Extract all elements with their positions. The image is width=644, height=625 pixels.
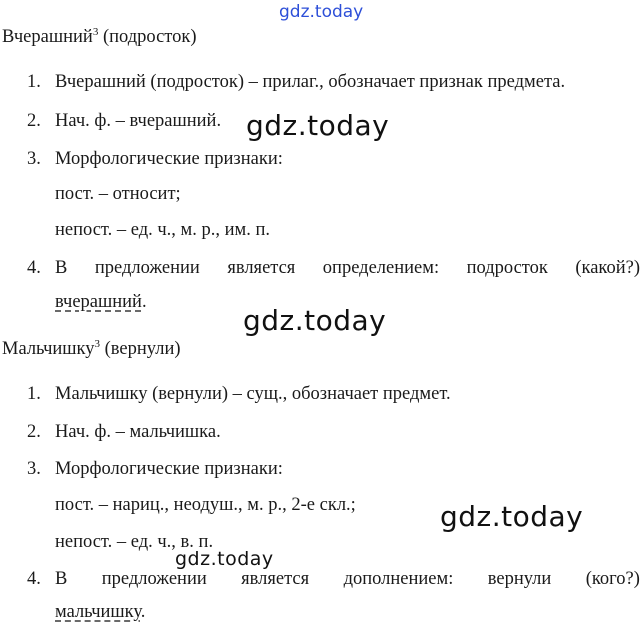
section1-sup: 3 <box>92 26 99 38</box>
section2-context: (вернули) <box>104 339 181 359</box>
underlined-word: мальчишку <box>55 602 141 622</box>
word: подросток <box>466 258 548 278</box>
word: (какой?) <box>575 258 640 278</box>
item-number: 3. <box>27 459 41 479</box>
word: вернули <box>487 569 552 589</box>
item-text: Морфологические признаки: <box>55 459 283 479</box>
constant-features-text: пост. – относит; <box>55 184 181 204</box>
item-text: Мальчишку (вернули) – сущ., обозначает предмет. <box>55 384 451 404</box>
word: является <box>241 569 310 589</box>
word: В <box>55 569 68 589</box>
item-number: 2. <box>27 111 41 131</box>
item-number: 1. <box>27 384 41 404</box>
item-text: Нач. ф. – вчерашний. <box>55 111 222 131</box>
section2-word: Мальчишку <box>2 339 95 359</box>
section1-heading <box>2 26 197 48</box>
watermark-overlay: gdz.today <box>246 109 390 142</box>
word: является <box>227 258 296 278</box>
item-number: 4. <box>27 569 41 589</box>
section1-item-4-text <box>55 257 640 279</box>
item-text: Вчерашний (подросток) – прилаг., обозначает признак предмета. <box>55 72 566 92</box>
period: . <box>140 602 146 622</box>
section1-context: (подросток) <box>102 27 197 47</box>
word: В <box>55 258 68 278</box>
section2-sup: 3 <box>94 338 101 350</box>
watermark-overlay-small: gdz.today <box>175 548 274 570</box>
period: . <box>141 292 147 312</box>
section2-heading <box>2 338 181 360</box>
item-number: 4. <box>27 258 41 278</box>
section2-item-4-text <box>55 568 640 590</box>
variable-features-text: непост. – ед. ч., м. р., им. п. <box>55 220 271 240</box>
item-number: 1. <box>27 72 41 92</box>
word: предложении <box>94 258 200 278</box>
underlined-word: вчерашний <box>55 292 142 312</box>
word: (кого?) <box>585 569 640 589</box>
word: предложении <box>101 569 207 589</box>
item-number: 2. <box>27 422 41 442</box>
section1-word: Вчерашний <box>2 27 93 47</box>
variable-features-text: непост. – ед. ч., в. п. <box>55 532 214 552</box>
word: определением: <box>322 258 440 278</box>
watermark-overlay: gdz.today <box>243 304 387 337</box>
item-text: Нач. ф. – мальчишка. <box>55 422 221 442</box>
watermark-overlay: gdz.today <box>440 500 584 533</box>
item-text: Морфологические признаки: <box>55 149 283 169</box>
constant-features-text: пост. – нариц., неодуш., м. р., 2-е скл.; <box>55 495 356 515</box>
watermark-top: gdz.today <box>279 2 364 22</box>
word: дополнением: <box>343 569 454 589</box>
item-number: 3. <box>27 149 41 169</box>
